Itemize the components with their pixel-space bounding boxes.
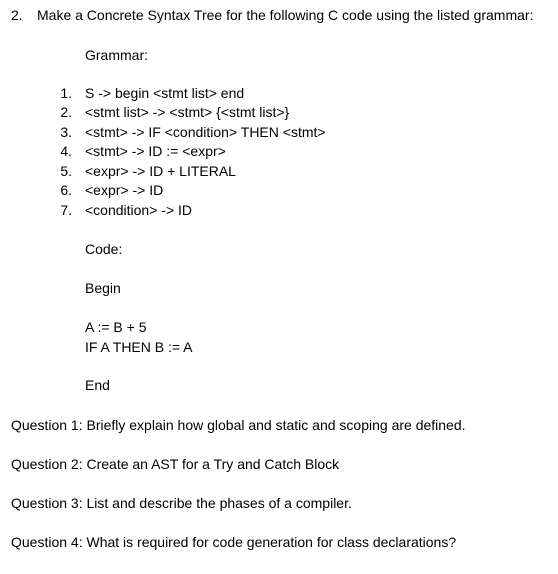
problem-prompt: Make a Concrete Syntax Tree for the following C code using the listed grammar: — [37, 7, 534, 23]
rule-number: 6. — [60, 182, 72, 198]
grammar-rule: <expr> -> ID + LITERAL — [85, 163, 236, 179]
grammar-rule: <condition> -> ID — [85, 202, 193, 218]
grammar-rule: <expr> -> ID — [85, 182, 164, 198]
grammar-heading: Grammar: — [85, 47, 148, 63]
rule-number: 4. — [60, 143, 72, 159]
question-4: Question 4: What is required for code generation for class declarations? — [11, 534, 457, 550]
code-line: IF A THEN B := A — [85, 339, 193, 355]
grammar-rule: S -> begin <stmt list> end — [85, 85, 245, 101]
rule-number: 3. — [60, 124, 72, 140]
problem-number: 2. — [11, 7, 23, 23]
grammar-rule: <stmt> -> IF <condition> THEN <stmt> — [85, 124, 326, 140]
code-line: A := B + 5 — [85, 319, 147, 335]
question-2: Question 2: Create an AST for a Try and Catch Block — [11, 456, 340, 472]
grammar-rule: <stmt> -> ID := <expr> — [85, 143, 226, 159]
question-3: Question 3: List and describe the phases of a compiler. — [11, 495, 352, 511]
grammar-rule: <stmt list> -> <stmt> {<stmt list>} — [85, 104, 290, 120]
question-1: Question 1: Briefly explain how global and static and scoping are defined. — [11, 417, 466, 433]
rule-number: 7. — [60, 202, 72, 218]
rule-number: 5. — [60, 163, 72, 179]
code-line: Begin — [85, 280, 121, 296]
rule-number: 1. — [60, 85, 72, 101]
code-heading: Code: — [85, 241, 123, 257]
code-line: End — [85, 377, 110, 393]
rule-number: 2. — [60, 104, 72, 120]
